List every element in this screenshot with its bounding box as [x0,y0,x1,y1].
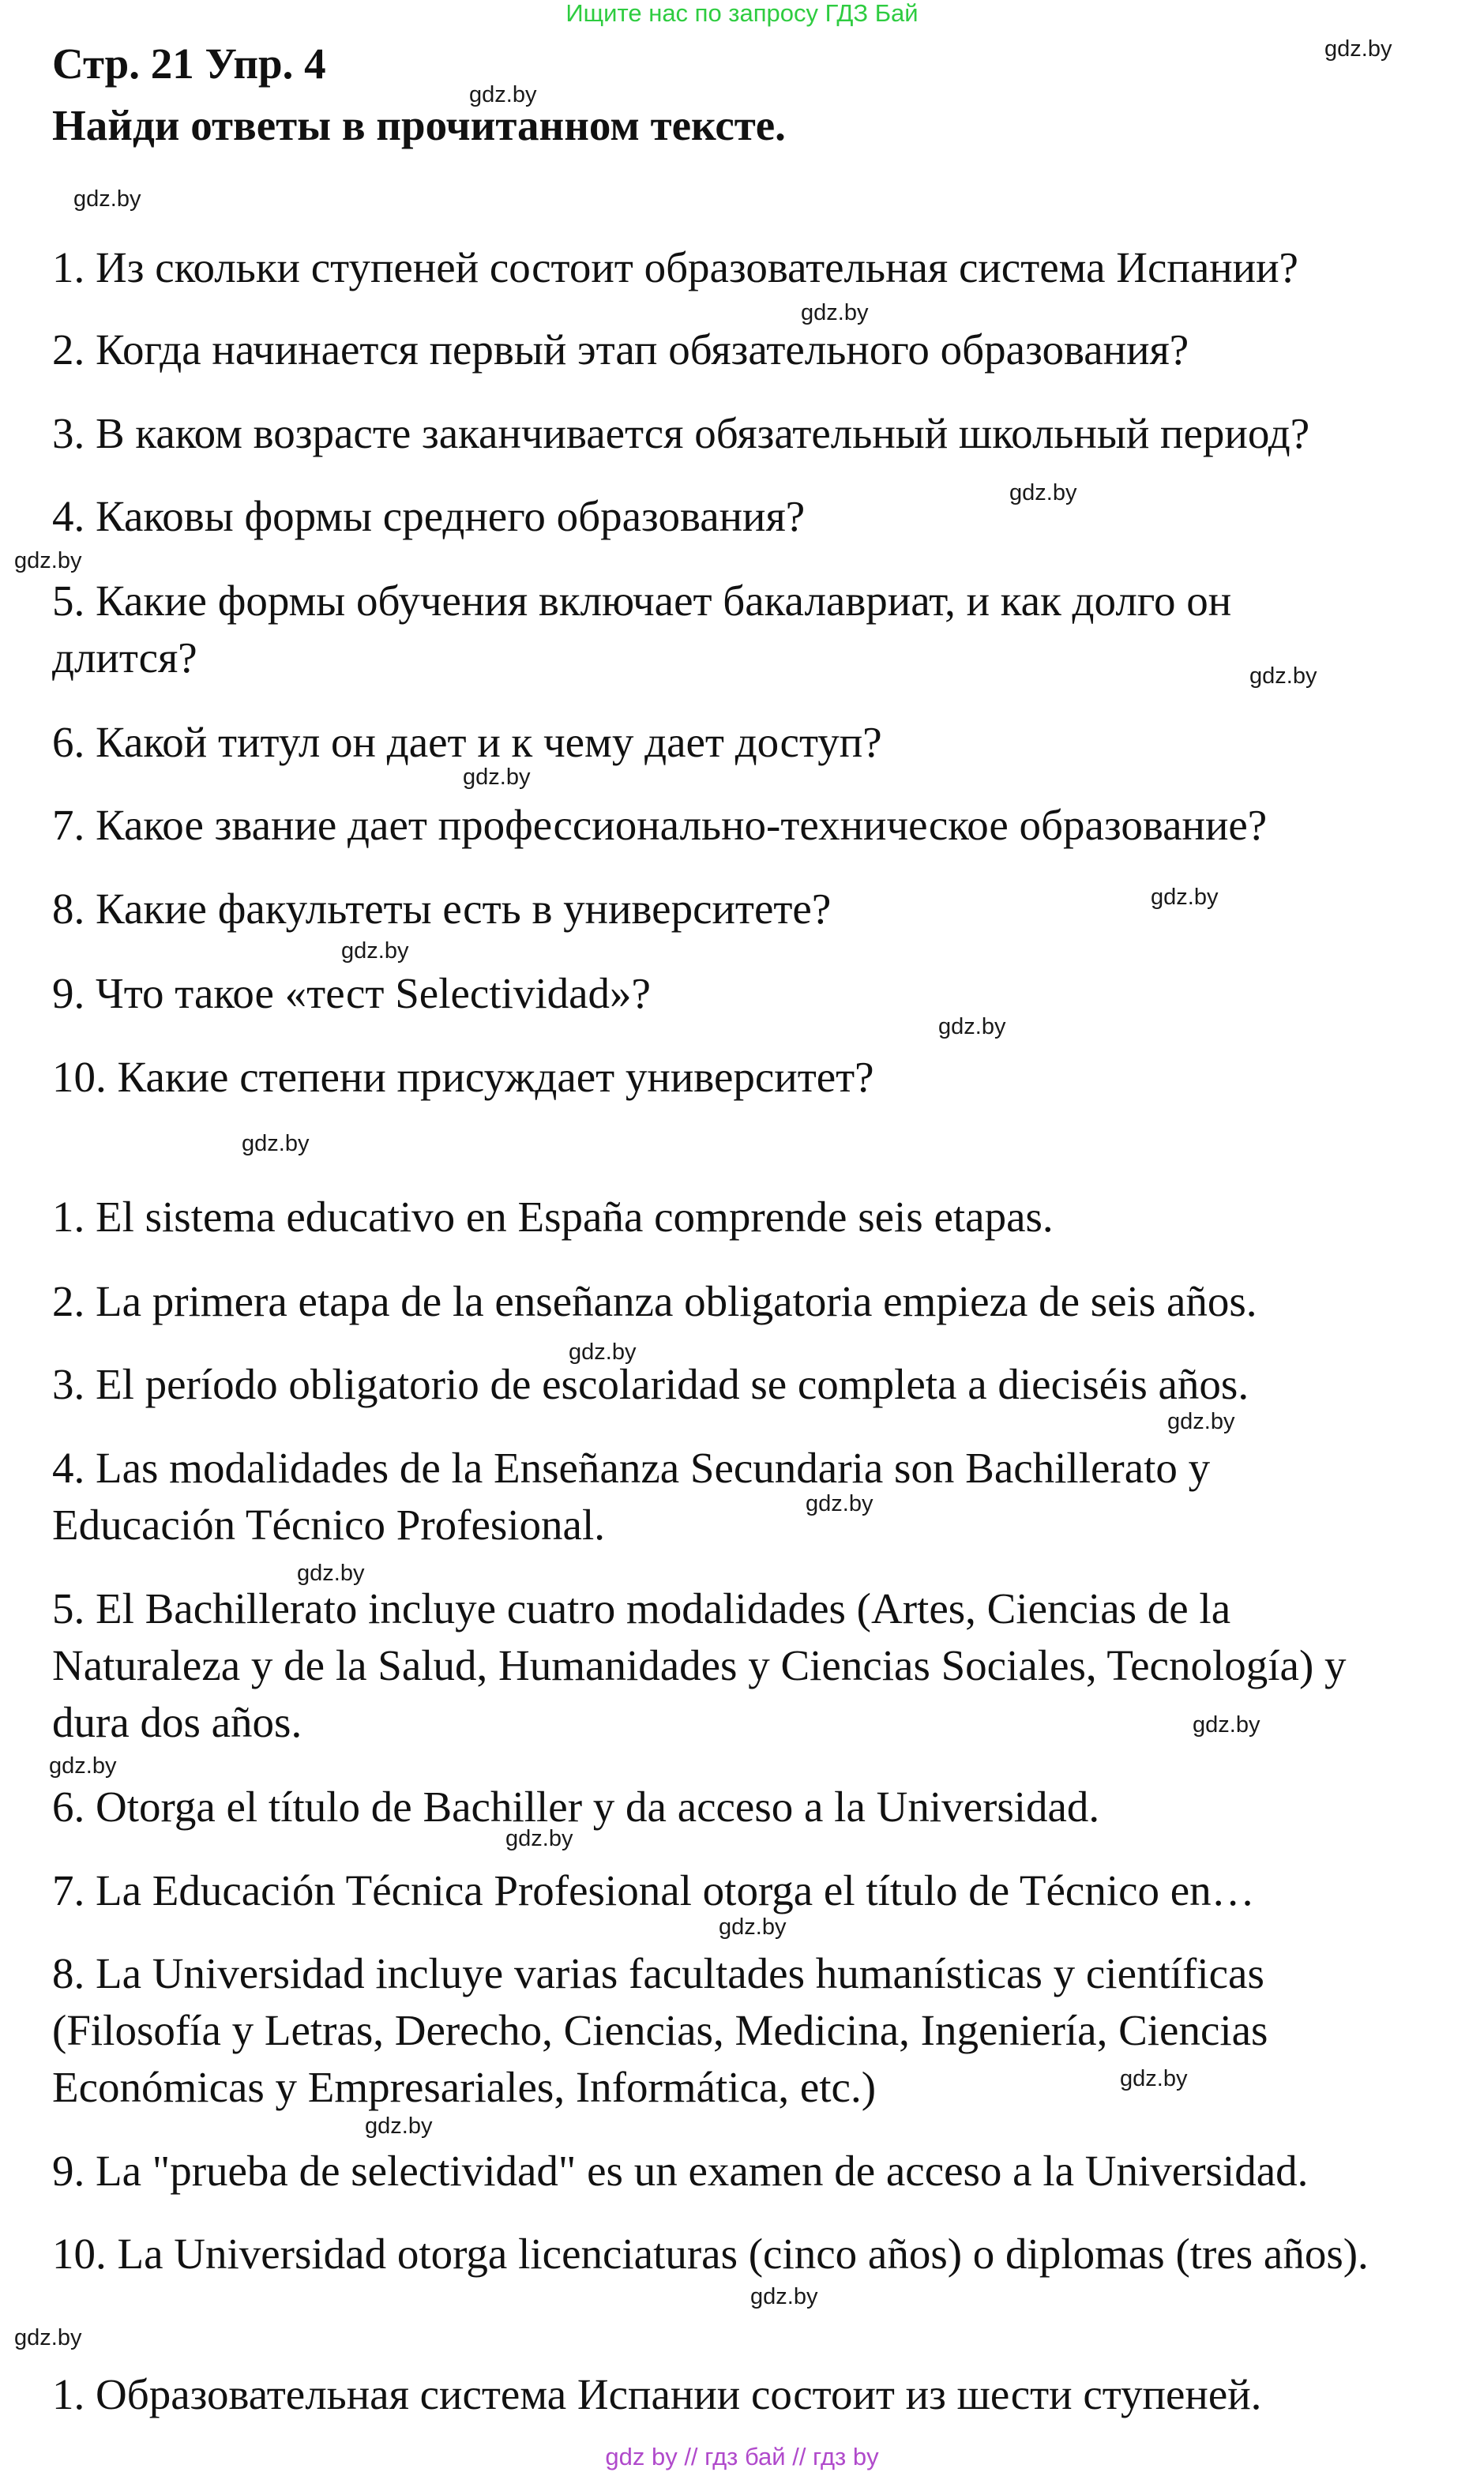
answer-line: 3. El período obligatorio de escolaridad se completa a dieciséis años. [52,1360,1249,1408]
watermark: gdz.by [1324,36,1392,62]
question-line: 1. Из скольки ступеней состоит образовательная система Испании? [52,243,1298,291]
answer-line: Económicas y Empresariales, Informática, etc.) [52,2063,877,2111]
answer-line: 2. La primera etapa de la enseñanza obligatoria empieza de seis años. [52,1277,1257,1325]
watermark: gdz.by [14,2325,82,2350]
watermark: gdz.by [73,186,141,212]
watermark: gdz.by [505,1826,573,1851]
answer-line: Educación Técnico Profesional. [52,1501,605,1549]
question-line: 2. Когда начинается первый этап обязательного образования? [52,325,1189,374]
answer-line: 1. El sistema educativo en España comprende seis etapas. [52,1193,1054,1241]
watermark: gdz.by [242,1131,310,1156]
question-line: 7. Какое звание дает профессионально-техническое образование? [52,801,1268,849]
watermark: gdz.by [938,1014,1006,1039]
answer-line: 7. La Educación Técnica Profesional otorga el título de Técnico en… [52,1866,1255,1914]
watermark: gdz.by [1193,1712,1260,1738]
answer-line: 6. Otorga el título de Bachiller y da acceso a la Universidad. [52,1783,1100,1831]
watermark: gdz.by [1009,480,1077,505]
watermark: gdz.by [341,938,409,964]
watermark: gdz.by [750,2284,818,2309]
watermark: gdz.by [1167,1409,1235,1434]
question-line: 8. Какие факультеты есть в университете? [52,885,832,933]
answer-line: 5. El Bachillerato incluye cuatro modalidades (Artes, Ciencias de la [52,1584,1231,1633]
answer-line: Naturaleza y de la Salud, Humanidades y Ciencias Sociales, Tecnología) y [52,1641,1347,1689]
question-line: длится? [52,633,197,682]
exercise-instruction: Найди ответы в прочитанном тексте. [52,101,786,149]
watermark: gdz.by [806,1491,873,1516]
question-line: 4. Каковы формы среднего образования? [52,492,806,540]
answer-line: (Filosofía y Letras, Derecho, Ciencias, Medicina, Ingeniería, Ciencias [52,2006,1268,2054]
watermark: gdz.by [463,765,531,790]
question-line: 6. Какой титул он дает и к чему дает доступ? [52,718,882,766]
watermark: gdz.by [49,1753,117,1779]
watermark: gdz.by [569,1339,637,1365]
translation-line: 1. Образовательная система Испании состоит из шести ступеней. [52,2370,1262,2418]
watermark: gdz.by [719,1914,787,1940]
watermark: gdz.by [801,300,869,325]
page-title: Стр. 21 Упр. 4 [52,39,326,88]
watermark: gdz.by [469,82,537,107]
watermark: gdz.by [297,1561,365,1586]
watermark: gdz.by [14,548,82,573]
answer-line: 10. La Universidad otorga licenciaturas (cinco años) o diplomas (tres años). [52,2230,1369,2278]
answer-line: 4. Las modalidades de la Enseñanza Secundaria son Bachillerato y [52,1444,1211,1492]
question-line: 3. В каком возрасте заканчивается обязательный школьный период? [52,409,1310,457]
top-banner[interactable]: Ищите нас по запросу ГДЗ Бай [565,0,919,27]
watermark: gdz.by [1151,885,1219,910]
question-line: 10. Какие степени присуждает университет? [52,1053,874,1101]
question-line: 5. Какие формы обучения включает бакалавриат, и как долго он [52,577,1232,625]
watermark: gdz.by [1120,2066,1188,2091]
watermark: gdz.by [1249,663,1317,689]
answer-line: dura dos años. [52,1698,302,1746]
answer-line: 9. La "prueba de selectividad" es un examen de acceso a la Universidad. [52,2147,1309,2195]
answer-line: 8. La Universidad incluye varias facultades humanísticas y científicas [52,1949,1264,1997]
bottom-banner[interactable]: gdz by // гдз бай // гдз by [605,2443,879,2470]
question-line: 9. Что такое «тест Selectividad»? [52,969,651,1017]
watermark: gdz.by [365,2113,433,2139]
